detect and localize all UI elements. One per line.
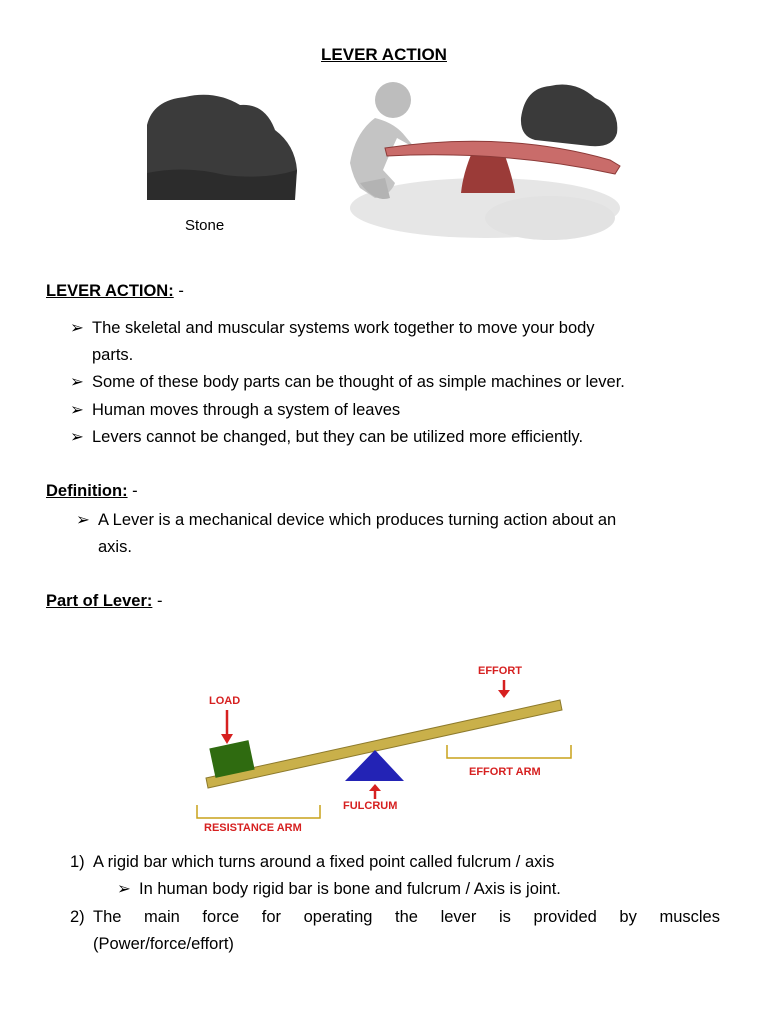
list-item: [70, 397, 400, 424]
section-definition-heading: [46, 482, 138, 501]
effort-label: EFFORT: [478, 665, 522, 677]
bullet-text: parts.: [92, 346, 134, 364]
list-item: [70, 904, 85, 931]
arrow-bullet-icon: ➢: [70, 319, 84, 337]
list-number: 2): [70, 908, 85, 926]
bullet-text: Levers cannot be changed, but they can be utilized more efficiently.: [92, 428, 584, 446]
section-lever-action-heading: [46, 282, 184, 301]
list-text: (Power/force/effort): [93, 935, 234, 953]
list-item: [70, 849, 85, 876]
list-text: A rigid bar which turns around a fixed point called fulcrum / axis: [93, 853, 555, 871]
bullet-text: The skeletal and muscular systems work together to move your body: [92, 319, 595, 337]
list-item: [70, 315, 595, 342]
list-text-justified: The main force for operating the lever is provided by muscles: [93, 908, 720, 926]
list-number: 1): [70, 853, 85, 871]
bullet-text: Some of these body parts can be thought of as simple machines or lever.: [92, 373, 625, 391]
arrow-bullet-icon: ➢: [70, 373, 84, 391]
lever-scene: [335, 78, 625, 243]
stone-illustration: [145, 85, 305, 235]
list-item: [92, 342, 133, 369]
arrow-bullet-icon: ➢: [70, 428, 84, 446]
section-heading: Part of Lever:: [46, 592, 153, 610]
heading-suffix: -: [178, 282, 184, 300]
page-title: LEVER ACTION: [321, 45, 447, 64]
person-lever-illustration: [335, 78, 625, 243]
section-part-of-lever-heading: [46, 592, 162, 611]
fulcrum-label: FULCRUM: [343, 800, 398, 812]
resistance-arm-label: RESISTANCE ARM: [204, 822, 302, 834]
bullet-text: A Lever is a mechanical device which produces turning action about an: [98, 511, 617, 529]
list-item: [76, 507, 616, 534]
effort-arm-label: EFFORT ARM: [469, 766, 541, 778]
stone-label: Stone: [185, 217, 225, 234]
bullet-text: axis.: [98, 538, 132, 556]
lever-diagram-svg: [190, 660, 580, 840]
section-heading: Definition:: [46, 482, 128, 500]
list-item: [93, 849, 554, 876]
list-item: [117, 876, 561, 903]
bullet-text: Human moves through a system of leaves: [92, 401, 401, 419]
heading-suffix: -: [132, 482, 138, 500]
arrow-bullet-icon: ➢: [76, 511, 90, 529]
bullet-text: In human body rigid bar is bone and fulcrum / Axis is joint.: [139, 880, 561, 898]
load-label: LOAD: [209, 695, 241, 707]
lever-diagram: [190, 660, 580, 840]
section-heading: LEVER ACTION:: [46, 282, 174, 300]
list-item: [70, 424, 583, 451]
stone-figure: [145, 85, 305, 235]
heading-suffix: -: [156, 592, 163, 610]
list-item: [70, 369, 625, 396]
list-item: [98, 534, 132, 561]
arrow-bullet-icon: ➢: [70, 401, 84, 419]
arrow-bullet-icon: ➢: [117, 880, 131, 898]
